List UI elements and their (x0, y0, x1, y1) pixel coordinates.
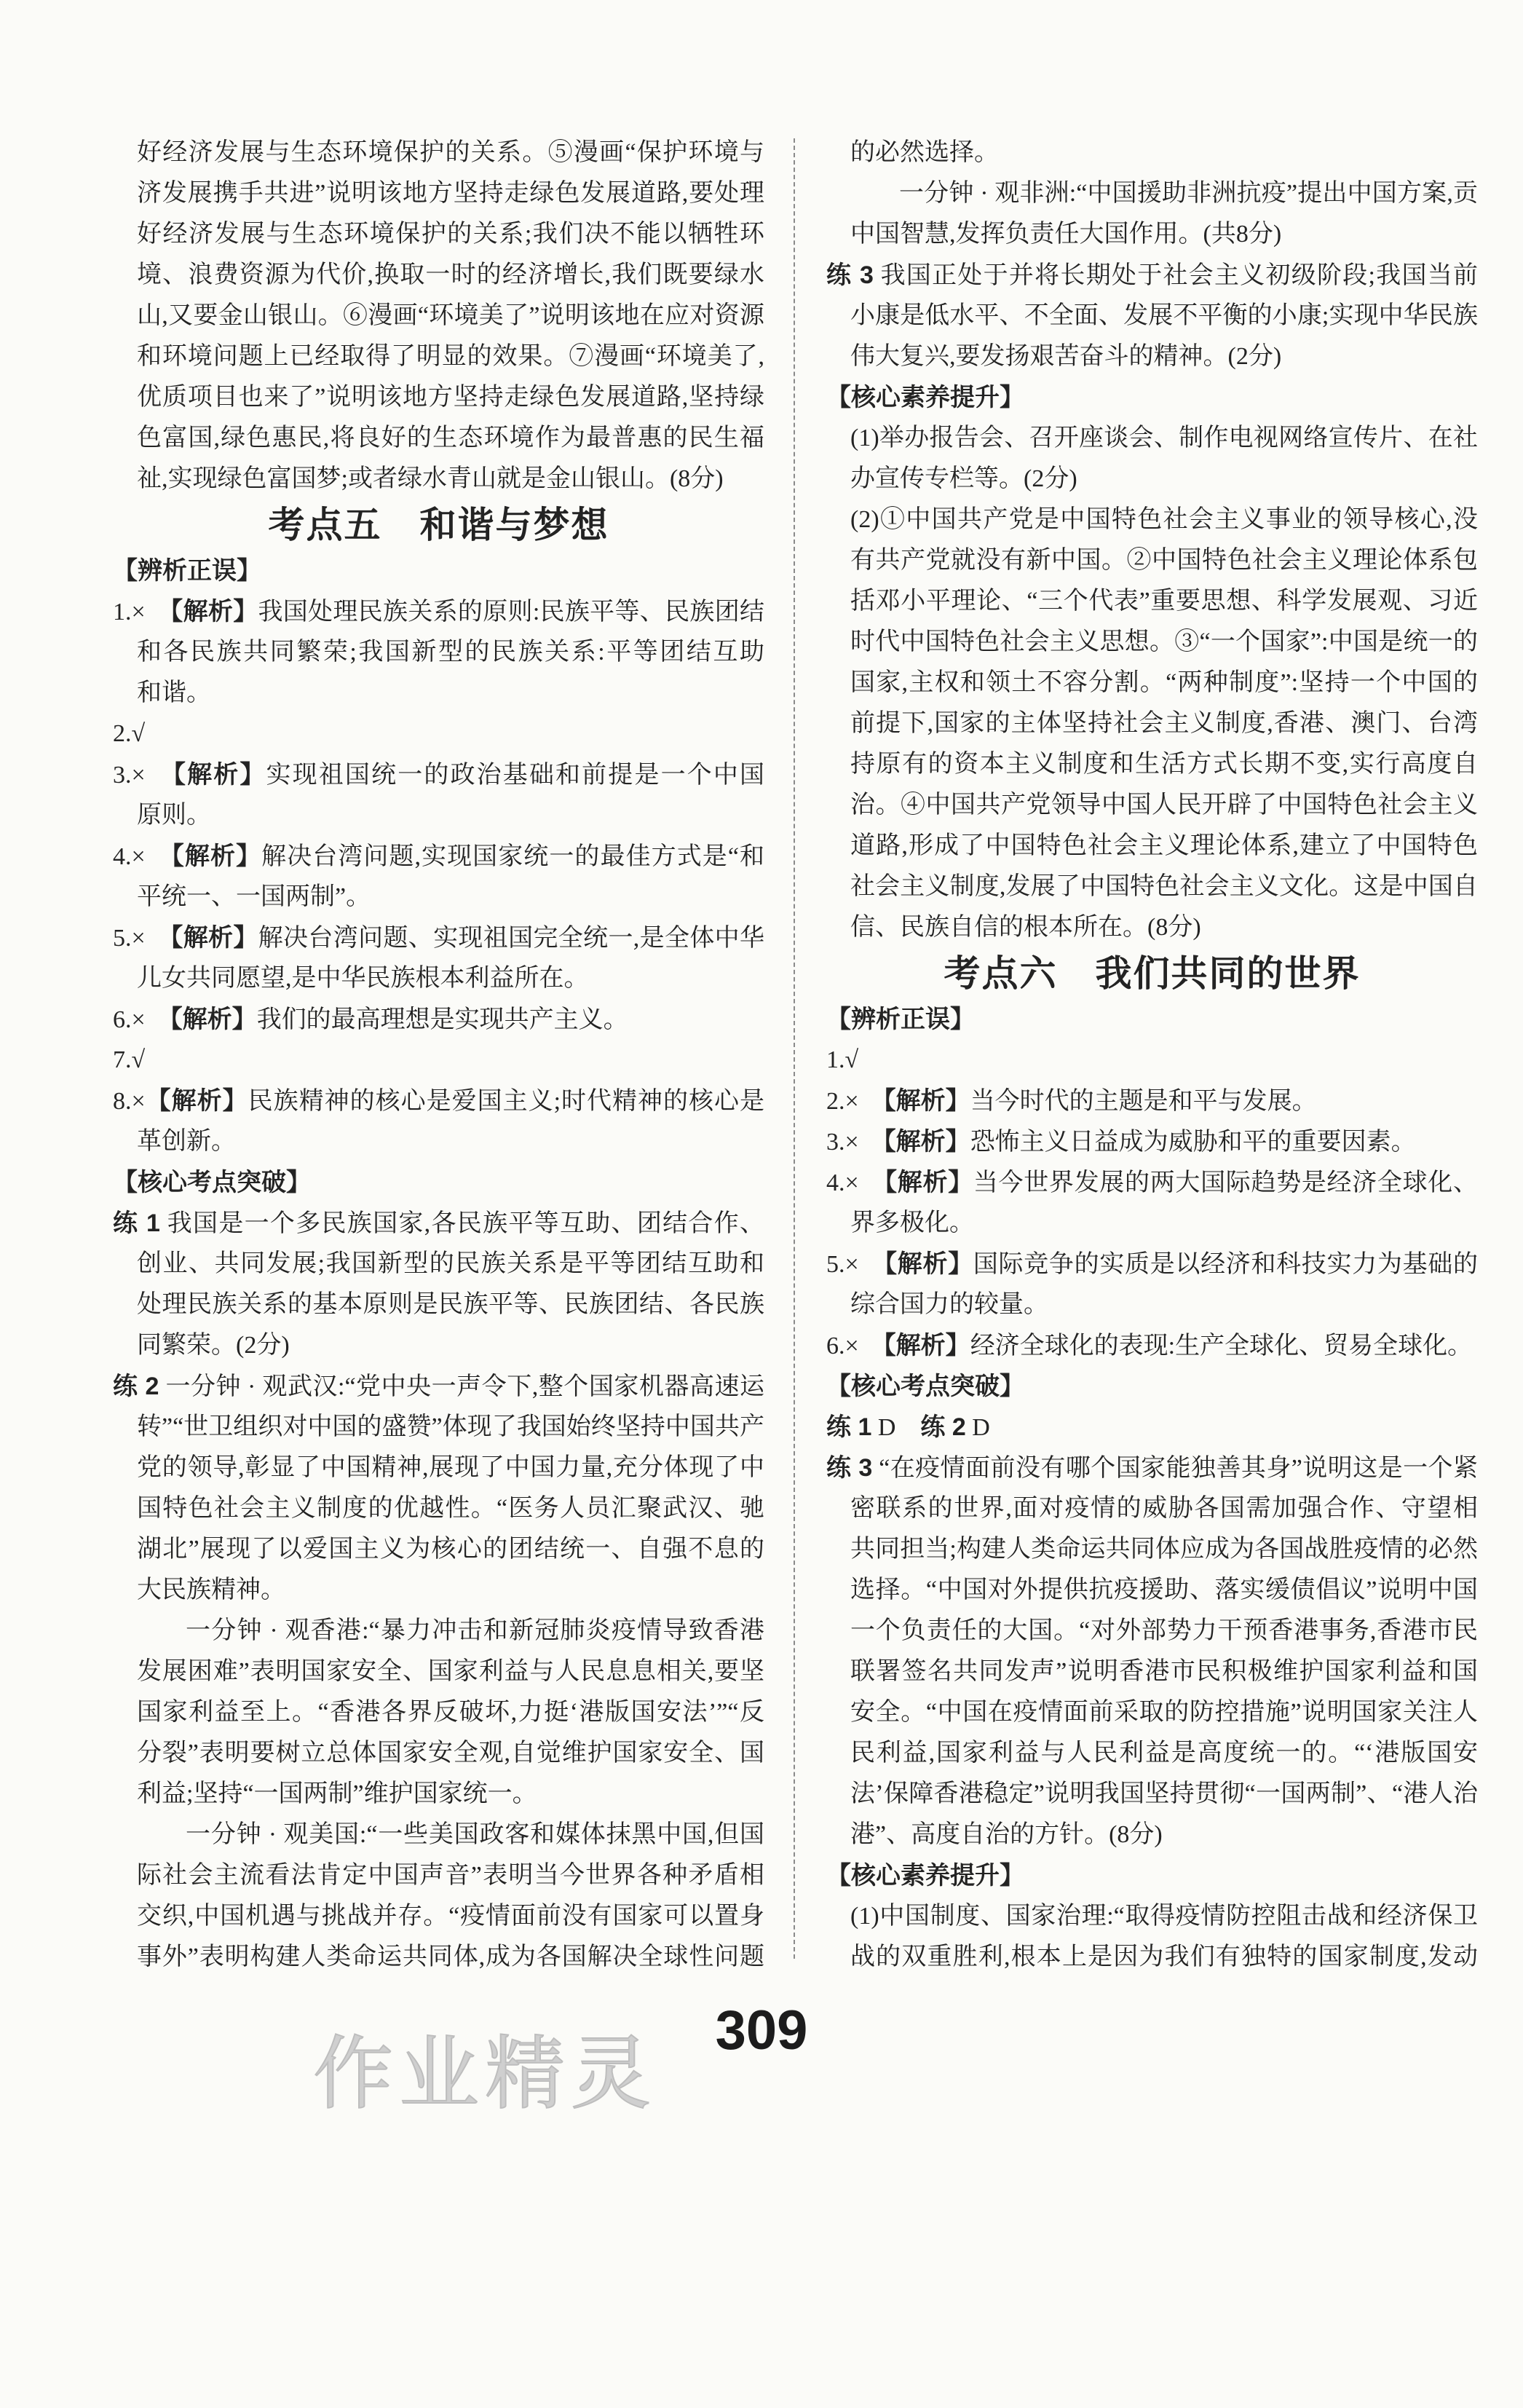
text-line (113, 917, 764, 958)
text-line (113, 591, 764, 632)
text-segment: 经济全球化的表现:生产全球化、贸易全球化。 (970, 1333, 1473, 1359)
answer-item (113, 591, 764, 714)
text-line: 平统一、一国两制”。 (137, 883, 371, 910)
text-line: 革创新。 (137, 1128, 236, 1155)
text-line (826, 1448, 1478, 1488)
answer-item (113, 1040, 764, 1081)
bold-label: 练 3 (826, 1454, 873, 1482)
text-line: 转”“世卫组织对中国的盛赞”体现了我国始终坚持中国共产 (137, 1413, 764, 1440)
answer-item (826, 1448, 1478, 1855)
text-line: 共同担当;构建人类命运共同体应成为各国战胜疫情的必然 (850, 1536, 1478, 1563)
text-line (113, 1366, 764, 1407)
text-segment: “在疫情面前没有哪个国家能独善其身”说明这是一个紧 (872, 1455, 1478, 1482)
text-segment: 解决台湾问题、实现祖国完全统一,是全体中华 (258, 925, 764, 952)
section-tag: 【辨析正误】 (826, 1006, 975, 1033)
text-line: 办宣传专栏等。(2分) (850, 465, 1077, 492)
answer-item (826, 1407, 1478, 1448)
text-line: 同繁荣。(2分) (137, 1332, 290, 1359)
text-line (826, 1407, 1478, 1448)
section-tag: 【核心素养提升】 (826, 1862, 1024, 1890)
bold-label: 练 1 (113, 1209, 160, 1237)
text-line: 社会主义制度,发展了中国特色社会主义文化。这是中国自 (850, 873, 1478, 900)
text-line: 有共产党就没有新中国。②中国特色社会主义理论体系包 (850, 547, 1478, 574)
text-segment: 3.× (113, 762, 173, 789)
text-line: 优质项目也来了”说明该地方坚持走绿色发展道路,坚持绿 (137, 384, 764, 411)
text-segment: 我们的最高理想是实现共产主义。 (256, 1006, 628, 1033)
text-line: 民利益,国家利益与人民利益是高度统一的。“‘港版国安 (850, 1740, 1478, 1766)
text-line: 国特色社会主义制度的优越性。“医务人员汇聚武汉、驰 (137, 1495, 764, 1522)
text-line: (1)中国制度、国家治理:“取得疫情防控阻击战和经济保卫 (850, 1903, 1478, 1930)
text-line (826, 1325, 1478, 1366)
text-line: 际社会主流看法肯定中国声音”表明当今世界各种矛盾相 (137, 1862, 764, 1889)
text-line (826, 1121, 1478, 1162)
section-heading: 考点五 和谐与梦想 (268, 505, 609, 545)
text-line: 选择。“中国对外提供抗疫援助、落实缓债倡议”说明中国 (850, 1576, 1478, 1603)
paragraph (113, 1611, 764, 1815)
text-segment: 当今时代的主题是和平与发展。 (970, 1088, 1317, 1115)
text-line: 处理民族关系的基本原则是民族平等、民族团结、各民族 (137, 1291, 764, 1318)
text-line: 祉,实现绿色富国梦;或者绿水青山就是金山银山。(8分) (137, 465, 724, 492)
text-line: 中国智慧,发挥负责任大国作用。(共8分) (850, 221, 1282, 248)
bold-label: 【解析】 (170, 1006, 257, 1033)
column-divider (794, 138, 795, 1959)
section-tag: 【核心考点突破】 (113, 1169, 311, 1196)
paragraph (113, 1815, 764, 1978)
text-line: 治。④中国共产党领导中国人民开辟了中国特色社会主义 (850, 792, 1478, 818)
answer-item (113, 1366, 764, 1611)
answer-item (826, 1244, 1478, 1325)
text-line: 大民族精神。 (137, 1576, 285, 1603)
text-line: 括邓小平理论、“三个代表”重要思想、科学发展观、习近 (850, 588, 1478, 615)
text-line: 的必然选择。 (850, 139, 999, 166)
paragraph (826, 418, 1478, 500)
bold-label: 【解析】 (170, 924, 258, 952)
text-line (113, 999, 764, 1040)
text-line: 事外”表明构建人类命运共同体,成为各国解决全球性问题 (137, 1943, 764, 1970)
text-line: 湖北”展现了以爱国主义为核心的团结统一、自强不息的 (137, 1536, 764, 1563)
text-line: 境、浪费资源为代价,换取一时的经济增长,我们既要绿水 (137, 261, 764, 288)
bold-label: 【解析】 (170, 598, 258, 625)
text-segment: D (871, 1414, 921, 1441)
page-number: 309 (715, 2000, 808, 2061)
text-line: 一个负责任的大国。“对外部势力干预香港事务,香港市民 (850, 1617, 1478, 1644)
answer-item (113, 999, 764, 1040)
text-line: 山,又要金山银山。⑥漫画“环境美了”说明该地在应对资源 (137, 302, 764, 329)
text-line: 小康是低水平、不全面、发展不平衡的小康;实现中华民族 (850, 302, 1478, 329)
bold-label: 【解析】 (883, 1332, 970, 1359)
text-line: 伟大复兴,要发扬艰苦奋斗的精神。(2分) (850, 343, 1282, 370)
text-line: 综合国力的较量。 (850, 1291, 1048, 1318)
section-heading: 考点六 我们共同的世界 (944, 953, 1361, 994)
text-line: 儿女共同愿望,是中华民族根本利益所在。 (137, 965, 589, 992)
text-segment: 5.× (826, 1251, 885, 1278)
bold-label: 【解析】 (145, 1087, 248, 1115)
text-line (826, 1040, 1478, 1081)
text-line: 和谐。 (137, 679, 211, 706)
text-line: 好经济发展与生态环境保护的关系;我们决不能以牺牲环 (137, 221, 764, 248)
text-segment: 我国处理民族关系的原则:民族平等、民族团结 (258, 599, 764, 625)
text-segment: 解决台湾问题,实现国家统一的最佳方式是“和 (261, 843, 764, 870)
answer-item (113, 836, 764, 917)
bold-label: 【解析】 (883, 1128, 970, 1156)
section-tag: 【核心素养提升】 (826, 384, 1024, 411)
watermark-logo: 作业精灵 (313, 2027, 657, 2120)
text-segment: 实现祖国统一的政治基础和前提是一个中国 (266, 762, 764, 789)
text-segment: 民族精神的核心是爱国主义;时代精神的核心是 (248, 1088, 764, 1115)
text-line: 时代中国特色社会主义思想。③“一个国家”:中国是统一的 (850, 628, 1478, 655)
answer-item (113, 714, 764, 754)
text-line: 分裂”表明要树立总体国家安全观,自觉维护国家安全、国 (137, 1740, 764, 1766)
text-segment: D (965, 1414, 990, 1441)
answer-item (113, 917, 764, 999)
bold-label: 练 2 (920, 1413, 966, 1441)
text-line (113, 836, 764, 877)
text-line: (1)举办报告会、召开座谈会、制作电视网络宣传片、在社 (850, 425, 1478, 451)
answer-item (113, 1203, 764, 1366)
text-segment: 7.√ (113, 1046, 146, 1073)
text-line (113, 1081, 764, 1121)
text-line: 联署签名共同发声”说明香港市民积极维护国家利益和国 (850, 1658, 1478, 1685)
text-line: 发展困难”表明国家安全、国家利益与人民息息相关,要坚 (137, 1658, 764, 1685)
right-column (826, 133, 1478, 1978)
text-segment: 1.√ (826, 1046, 859, 1073)
bold-label: 【解析】 (885, 1250, 973, 1278)
section-tag: 【核心考点突破】 (826, 1373, 1024, 1400)
text-line: 一分钟 · 观香港:“暴力冲击和新冠肺炎疫情导致香港 (186, 1617, 764, 1644)
text-segment: 4.× (113, 843, 172, 870)
left-column (113, 133, 764, 1978)
text-line: 一分钟 · 观美国:“一些美国政客和媒体抹黑中国,但国 (186, 1821, 764, 1848)
text-line: 国家利益至上。“香港各界反破坏,力挺‘港版国安法’”“反 (137, 1699, 764, 1726)
text-segment: 2.√ (113, 720, 146, 747)
paragraph (826, 133, 1478, 173)
text-segment: 我国正处于并将长期处于社会主义初级阶段;我国当前 (880, 262, 1478, 289)
text-line (113, 1040, 764, 1081)
text-line: 利益;坚持“一国两制”维护国家统一。 (137, 1780, 537, 1807)
text-line: (2)①中国共产党是中国特色社会主义事业的领导核心,没 (850, 506, 1478, 533)
bold-label: 【解析】 (171, 842, 262, 870)
answer-item (826, 1162, 1478, 1244)
answer-item (826, 1325, 1478, 1366)
answer-item (826, 1040, 1478, 1081)
bold-label: 【解析】 (885, 1169, 973, 1196)
text-segment: 6.× (113, 1006, 170, 1033)
text-line (826, 1244, 1478, 1284)
text-segment: 4.× (826, 1169, 885, 1196)
paragraph (826, 173, 1478, 255)
text-segment: 6.× (826, 1333, 884, 1359)
text-line: 原则。 (137, 802, 211, 829)
text-line: 战的双重胜利,根本上是因为我们有独特的国家制度,发动 (850, 1943, 1478, 1970)
text-line: 色富国,绿色惠民,将良好的生态环境作为最普惠的民生福 (137, 425, 764, 451)
bold-label: 【解析】 (883, 1087, 970, 1115)
text-segment: 一分钟 · 观武汉:“党中央一声令下,整个国家机器高速运 (159, 1373, 764, 1400)
answer-item (826, 1081, 1478, 1121)
text-line: 前提下,国家的主体坚持社会主义制度,香港、澳门、台湾 (850, 710, 1478, 737)
section-tag: 【辨析正误】 (113, 557, 261, 585)
text-segment: 国际竞争的实质是以经济和科技实力为基础的 (973, 1251, 1478, 1278)
answer-item (113, 754, 764, 836)
text-line (826, 255, 1478, 296)
text-line (113, 1203, 764, 1244)
text-segment: 8.× (113, 1088, 146, 1115)
answer-item (113, 1081, 764, 1162)
text-line: 安全。“中国在疫情面前采取的防控措施”说明国家关注人 (850, 1699, 1478, 1726)
answer-item (826, 255, 1478, 377)
paragraph (826, 500, 1478, 948)
text-segment: 3.× (826, 1129, 884, 1156)
text-line (113, 754, 764, 795)
bold-label: 练 2 (113, 1373, 159, 1400)
text-line: 国家,主权和领土不容分割。“两种制度”:坚持一个中国的 (850, 669, 1478, 696)
bold-label: 练 3 (826, 261, 874, 289)
text-line: 密联系的世界,面对疫情的威胁各国需加强合作、守望相 (850, 1495, 1478, 1522)
text-line: 好经济发展与生态环境保护的关系。⑤漫画“保护环境与 (137, 139, 764, 166)
text-line: 和环境问题上已经取得了明显的效果。⑦漫画“环境美了, (137, 343, 764, 370)
text-segment: 5.× (113, 925, 171, 952)
text-line (826, 1162, 1478, 1203)
text-line: 道路,形成了中国特色社会主义理论体系,建立了中国特色 (850, 832, 1478, 859)
text-line: 一分钟 · 观非洲:“中国援助非洲抗疫”提出中国方案,贡 (899, 180, 1478, 207)
text-line: 和各民族共同繁荣;我国新型的民族关系:平等团结互助 (137, 639, 764, 666)
text-line: 界多极化。 (850, 1209, 974, 1236)
text-segment: 1.× (113, 599, 171, 625)
text-line (826, 1081, 1478, 1121)
text-segment: 2.× (826, 1088, 884, 1115)
text-segment: 我国是一个多民族国家,各民族平等互助、团结合作、 (167, 1210, 764, 1237)
bold-label: 练 1 (826, 1413, 872, 1441)
answer-item (826, 1121, 1478, 1162)
bold-label: 【解析】 (173, 761, 266, 789)
text-line: 信、民族自信的根本所在。(8分) (850, 914, 1201, 941)
text-segment: 当今世界发展的两大国际趋势是经济全球化、 (973, 1169, 1478, 1196)
text-line: 持原有的资本主义制度和生活方式长期不变,实行高度自 (850, 751, 1478, 778)
paragraph (113, 133, 764, 500)
text-segment: 恐怖主义日益成为威胁和平的重要因素。 (970, 1129, 1416, 1156)
text-line: 济发展携手共进”说明该地方坚持走绿色发展道路,要处理 (137, 180, 764, 207)
text-line: 创业、共同发展;我国新型的民族关系是平等团结互助和 (137, 1250, 764, 1277)
text-line: 交织,中国机遇与挑战并存。“疫情面前没有国家可以置身 (137, 1903, 764, 1930)
text-line: 法’保障香港稳定”说明我国坚持贯彻“一国两制”、“港人治 (850, 1780, 1478, 1807)
text-line: 港”、高度自治的方针。(8分) (850, 1821, 1163, 1848)
paragraph (826, 1896, 1478, 1978)
text-line: 党的领导,彰显了中国精神,展现了中国力量,充分体现了中 (137, 1454, 764, 1481)
text-line (113, 714, 764, 754)
